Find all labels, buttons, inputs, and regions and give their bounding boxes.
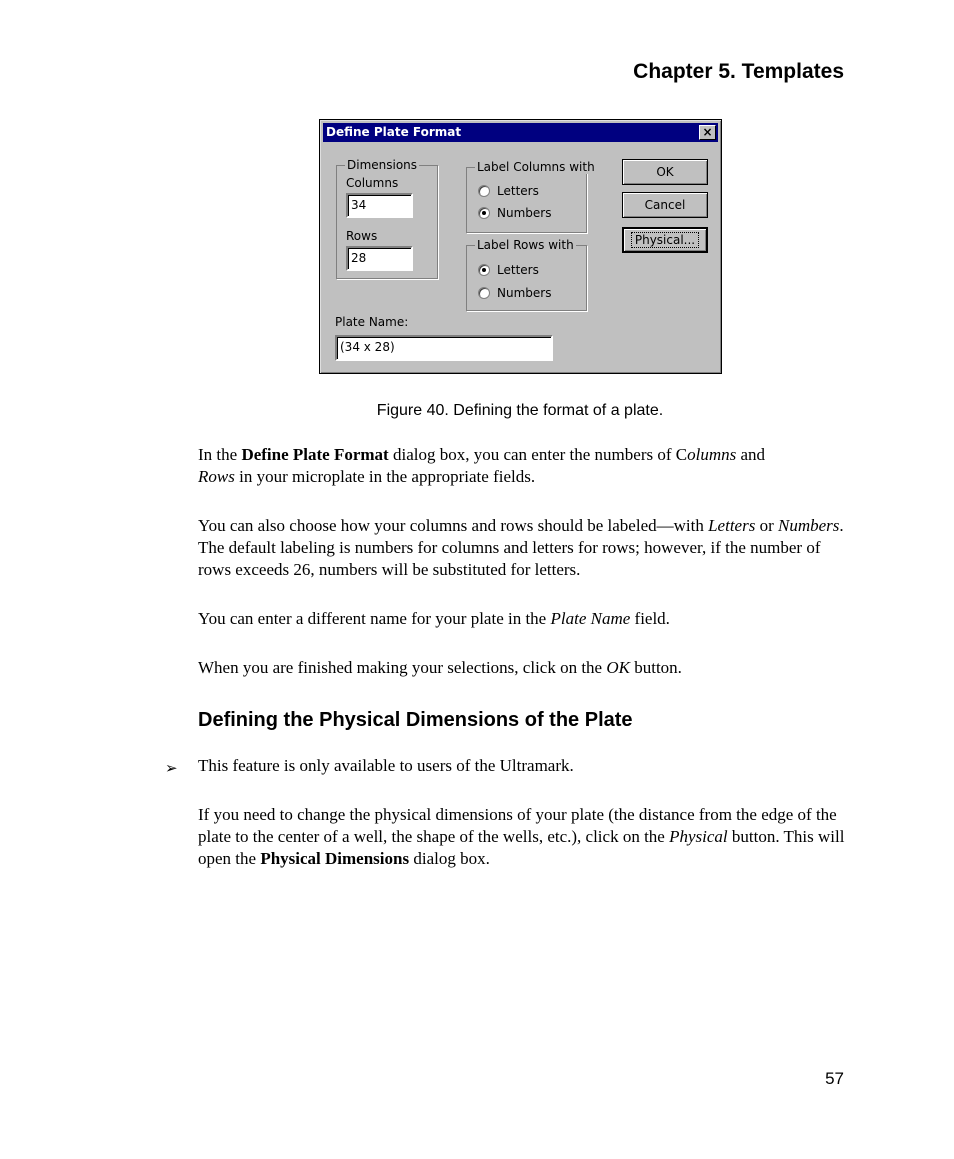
section-heading: Defining the Physical Dimensions of the Plate — [198, 709, 633, 731]
rows-label: Rows — [346, 229, 378, 243]
ok-button[interactable]: OK — [622, 159, 708, 185]
label-rows-group — [466, 238, 587, 311]
text-run: dialog box, you can enter the numbers of C — [388, 445, 688, 464]
text-run: You can enter a different name for your plate in the — [198, 609, 551, 628]
dialog-titlebar — [323, 123, 718, 142]
text-run: in your microplate in the appropriate fields. — [234, 467, 536, 486]
paragraph-labeling — [198, 515, 848, 581]
radio-icon — [478, 185, 490, 197]
paragraph-plate-name — [198, 608, 848, 630]
radio-label: Letters — [497, 184, 539, 198]
label-columns-group-label: Label Columns with — [477, 160, 595, 174]
label-columns-group — [466, 160, 595, 233]
physical-button[interactable] — [622, 227, 708, 253]
text-run: button. — [629, 658, 682, 677]
text-run: or — [755, 516, 778, 535]
text-run: This feature is only available to users of the Ultramark. — [198, 756, 574, 775]
text-run: . The default labeling is numbers for columns and letters for rows; however, if the number of rows exceeds 26, numbers will be substituted for letters. — [198, 516, 844, 579]
arrow-bullet-icon: ➢ — [165, 759, 178, 777]
dimensions-group-label: Dimensions — [347, 158, 418, 172]
label-rows-group-label: Label Rows with — [477, 238, 574, 252]
figure-caption: Figure 40. Defining the format of a plate. — [376, 402, 664, 419]
radio-checked-icon — [478, 207, 490, 219]
text-run: and — [736, 445, 766, 464]
radio-label: Letters — [497, 263, 539, 277]
italic-term: olumns — [687, 445, 737, 464]
cancel-button[interactable]: Cancel — [622, 192, 708, 218]
dialog-title: Define Plate Format — [326, 125, 462, 139]
italic-term: Plate Name — [550, 609, 631, 628]
columns-label: Columns — [346, 176, 399, 190]
paragraph-intro — [198, 444, 848, 488]
plate-name-input[interactable]: (34 x 28) — [335, 335, 553, 361]
text-run: button. This will open the — [198, 827, 845, 868]
radio-checked-icon — [478, 264, 490, 276]
text-run: You can also choose how your columns and rows should be labeled—with — [198, 516, 709, 535]
plate-name-label: Plate Name: — [335, 315, 409, 329]
italic-term: Letters — [708, 516, 756, 535]
page-number: 57 — [825, 1069, 844, 1088]
paragraph-finish — [198, 657, 848, 679]
radio-icon — [478, 287, 490, 299]
text-run: When you are finished making your selections, click on the — [198, 658, 607, 677]
columns-input[interactable]: 34 — [346, 193, 413, 218]
text-run: If you need to change the physical dimensions of your plate (the distance from the edge of the plate to the center of a well, the shape of the wells, etc.), click on the — [198, 805, 837, 846]
close-icon[interactable]: × — [699, 125, 716, 140]
italic-term: Rows — [198, 467, 235, 486]
text-run: dialog box. — [409, 849, 490, 868]
bullet-text — [198, 755, 848, 777]
radio-label: Numbers — [497, 206, 552, 220]
bold-term: Physical Dimensions — [260, 849, 410, 868]
text-run: In the — [198, 445, 242, 464]
chapter-header: Chapter 5. Templates — [633, 60, 844, 83]
italic-term: Numbers — [778, 516, 840, 535]
define-plate-format-dialog — [319, 119, 722, 374]
rows-input[interactable]: 28 — [346, 246, 413, 271]
text-run: field. — [630, 609, 670, 628]
paragraph-physical — [198, 804, 848, 870]
physical-button-label: Physical... — [631, 232, 699, 248]
italic-term: Physical — [669, 827, 728, 846]
italic-term: OK — [606, 658, 630, 677]
bold-term: Define Plate Format — [241, 445, 389, 464]
radio-label: Numbers — [497, 286, 552, 300]
